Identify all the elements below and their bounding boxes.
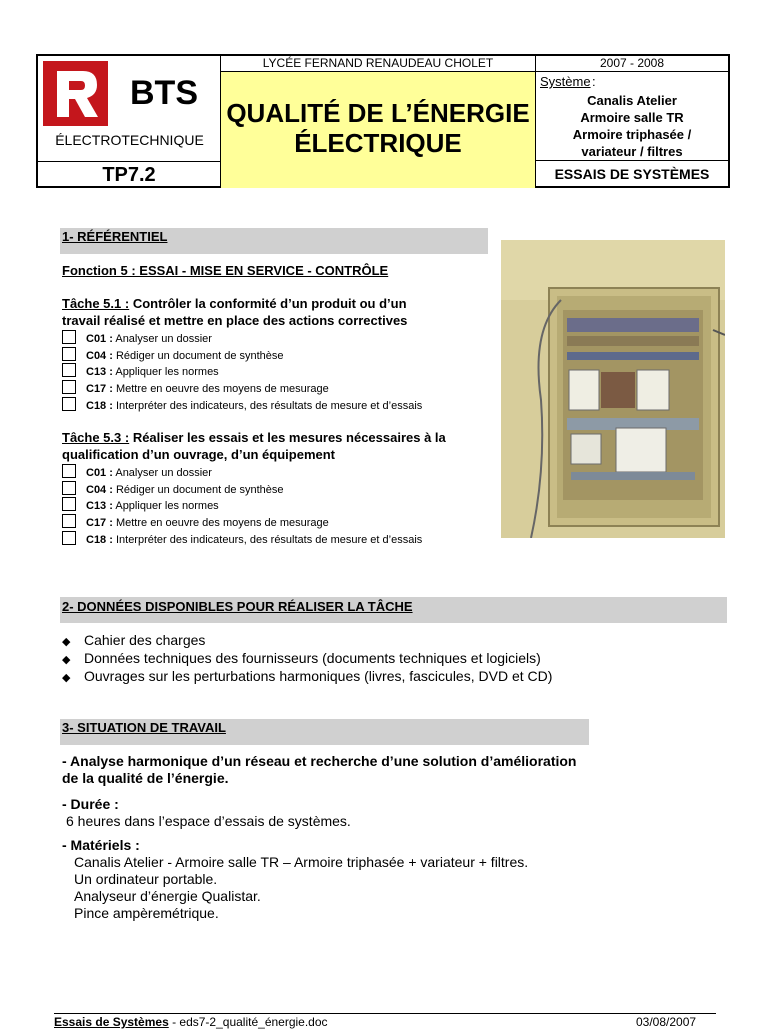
checkbox[interactable] (62, 464, 76, 478)
criterion-text: Analyser un dossier (112, 333, 212, 345)
criterion-text: Rédiger un document de synthèse (112, 484, 284, 496)
system-cell (536, 72, 728, 161)
school-name: LYCÉE FERNAND RENAUDEAU CHOLET (221, 56, 536, 72)
criterion-text: Appliquer les normes (112, 500, 219, 512)
diamond-bullet-icon: ◆ (62, 672, 71, 684)
list-item (62, 631, 552, 649)
school-logo (43, 61, 108, 126)
criterion-row (62, 514, 329, 530)
checkbox[interactable] (62, 514, 76, 528)
system-label: Système (540, 74, 591, 89)
criterion-code: C17 : (86, 383, 113, 395)
checkbox[interactable] (62, 347, 76, 361)
duree-label: - Durée : (62, 796, 119, 812)
criterion-row (62, 380, 329, 396)
materiels-list (74, 854, 528, 922)
criterion-code: C18 : (86, 400, 113, 412)
checkbox[interactable] (62, 363, 76, 377)
system-line: Armoire salle TR (580, 110, 684, 125)
materiels-label: - Matériels : (62, 837, 140, 853)
task-5-3-label: Tâche 5.3 : (62, 430, 130, 445)
system-line: Armoire triphasée / (572, 127, 692, 142)
criterion-code: C04 : (86, 484, 113, 496)
cabinet-photo (501, 240, 725, 538)
list-item-text: Cahier des charges (84, 632, 206, 648)
materiel-item: Canalis Atelier - Armoire salle TR – Armoire triphasée + variateur + filtres. (74, 854, 529, 870)
diamond-bullet-icon: ◆ (62, 654, 71, 666)
section-2-heading (60, 597, 727, 623)
criterion-code: C01 : (86, 333, 113, 345)
criterion-row (62, 397, 422, 413)
criterion-code: C04 : (86, 350, 113, 362)
list-item (62, 649, 552, 667)
system-line: variateur / filtres (581, 144, 683, 159)
essais-label: ESSAIS DE SYSTÈMES (554, 166, 710, 182)
analysis-line-2: de la qualité de l’énergie. (62, 770, 229, 786)
analysis-text (62, 753, 576, 787)
checkbox[interactable] (62, 330, 76, 344)
section-3-heading-text: 3- SITUATION DE TRAVAIL (62, 720, 226, 735)
footer-date: 03/08/2007 (636, 1015, 697, 1029)
tp-number: TP7.2 (38, 161, 221, 188)
task-5-1 (62, 295, 492, 329)
task-5-3-text-2: qualification d’un ouvrage, d’un équipement (62, 447, 336, 462)
footer-left (54, 1015, 328, 1029)
criterion-row (62, 330, 212, 346)
criterion-code: C17 : (86, 517, 113, 529)
data-list (62, 631, 552, 685)
specialty-label: ÉLECTROTECHNIQUE (55, 132, 204, 148)
criterion-text: Mettre en oeuvre des moyens de mesurage (112, 517, 329, 529)
system-line: Canalis Atelier (587, 93, 677, 108)
criterion-text: Interpréter des indicateurs, des résultats de mesure et d’essais (112, 534, 423, 546)
list-item-text: Données techniques des fournisseurs (documents techniques et logiciels) (84, 650, 541, 666)
footer-divider (54, 1013, 716, 1014)
duree-text: 6 heures dans l’espace d’essais de systèmes. (66, 813, 351, 829)
criterion-row (62, 481, 284, 497)
title-line-1: QUALITÉ DE L’ÉNERGIE (226, 98, 530, 128)
task-5-3-text: Réaliser les essais et les mesures nécessaires à la (129, 430, 446, 445)
criterion-row (62, 497, 219, 513)
criterion-code: C01 : (86, 467, 113, 479)
criterion-row (62, 347, 284, 363)
criterion-text: Mettre en oeuvre des moyens de mesurage (112, 383, 329, 395)
task-5-1-text: Contrôler la conformité d’un produit ou d’un (129, 296, 407, 311)
section-1-heading-text: 1- RÉFÉRENTIEL (62, 229, 168, 244)
materiel-item: Pince ampèremétrique. (74, 905, 219, 921)
checkbox[interactable] (62, 380, 76, 394)
fonction-line (62, 263, 388, 278)
task-5-1-text-2: travail réalisé et mettre en place des actions correctives (62, 313, 408, 328)
checkbox[interactable] (62, 397, 76, 411)
list-item-text: Ouvrages sur les perturbations harmoniques (livres, fascicules, DVD et CD) (84, 668, 553, 684)
materiel-item: Un ordinateur portable. (74, 871, 218, 887)
school-year: 2007 - 2008 (536, 56, 728, 72)
fonction-text: Fonction 5 : ESSAI - MISE EN SERVICE - CONTRÔLE (62, 263, 389, 278)
system-colon: : (592, 74, 596, 89)
bts-label: BTS (130, 74, 198, 112)
document-header (36, 54, 730, 188)
logo-cell (38, 56, 221, 161)
list-item (62, 667, 552, 685)
criterion-text: Rédiger un document de synthèse (112, 350, 284, 362)
analysis-line-1: - Analyse harmonique d’un réseau et recherche d’une solution d’amélioration (62, 753, 577, 769)
criterion-code: C13 : (86, 366, 113, 378)
diamond-bullet-icon: ◆ (62, 636, 71, 648)
criterion-text: Interpréter des indicateurs, des résultats de mesure et d’essais (112, 400, 423, 412)
criterion-row (62, 464, 212, 480)
task-5-1-label: Tâche 5.1 : (62, 296, 130, 311)
criterion-code: C18 : (86, 534, 113, 546)
criterion-row (62, 363, 219, 379)
section-2-heading-text: 2- DONNÉES DISPONIBLES POUR RÉALISER LA TÂCHE (62, 599, 413, 614)
checkbox[interactable] (62, 497, 76, 511)
criterion-code: C13 : (86, 500, 113, 512)
system-list (536, 92, 728, 160)
title-line-2: ÉLECTRIQUE (294, 128, 462, 158)
document-title (221, 72, 536, 188)
task-5-3 (62, 429, 492, 463)
section-1-heading (60, 228, 488, 254)
criterion-text: Analyser un dossier (112, 467, 212, 479)
checkbox[interactable] (62, 481, 76, 495)
checkbox[interactable] (62, 531, 76, 545)
footer-title: Essais de Systèmes (54, 1015, 169, 1029)
materiel-item: Analyseur d’énergie Qualistar. (74, 888, 261, 904)
footer-filename: - eds7-2_qualité_énergie.doc (168, 1015, 328, 1029)
criterion-row (62, 531, 422, 547)
criterion-text: Appliquer les normes (112, 366, 219, 378)
section-3-heading (60, 719, 589, 745)
